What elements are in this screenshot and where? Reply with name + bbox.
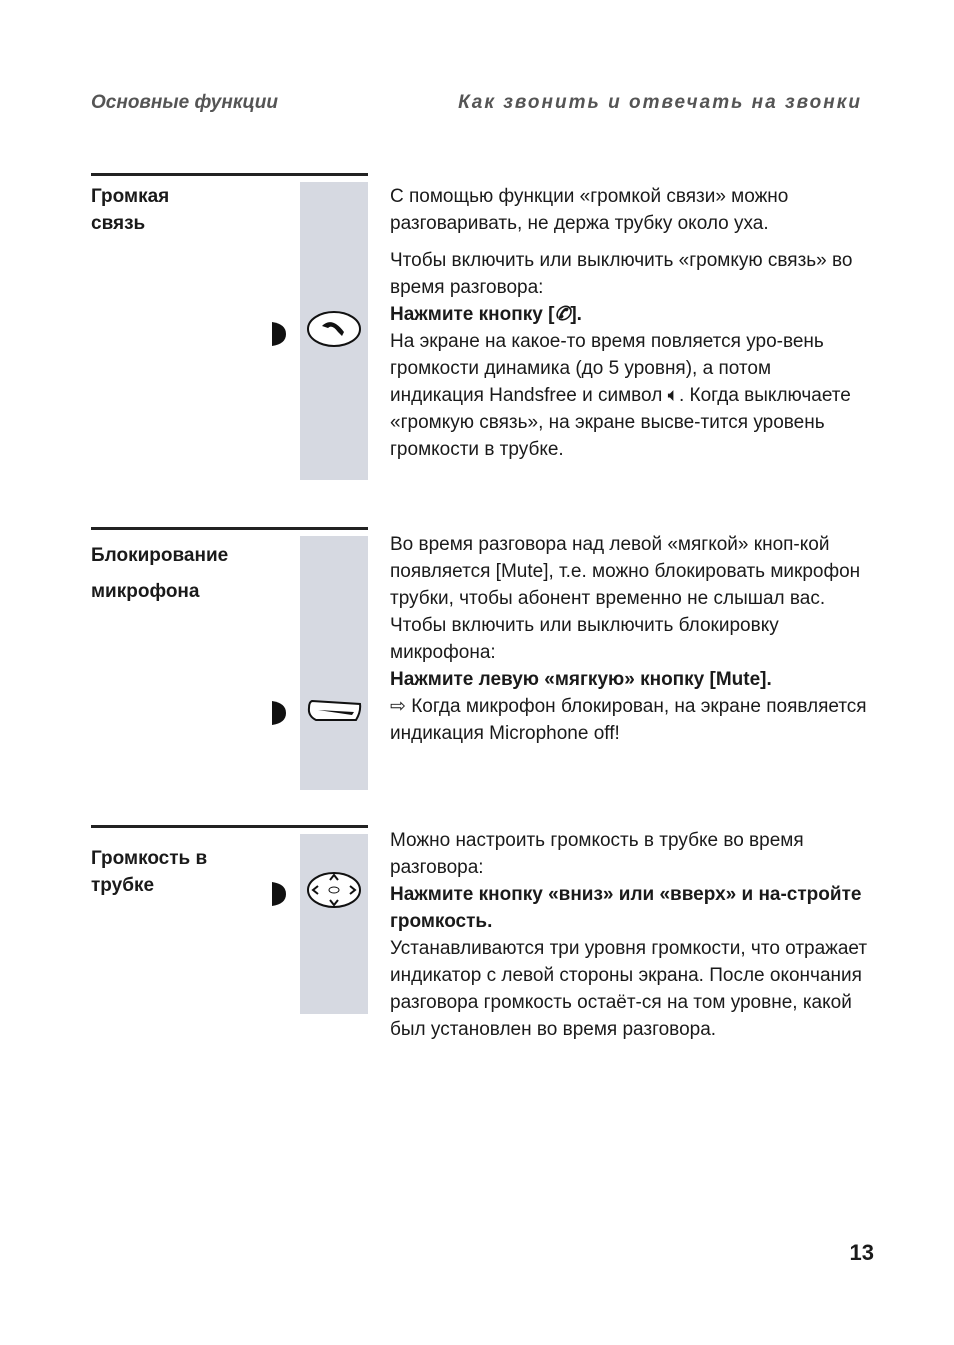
section-title bbox=[91, 845, 207, 899]
section-divider bbox=[91, 527, 368, 530]
title-line: Блокирование bbox=[91, 545, 229, 566]
action-text-end: ]. bbox=[570, 304, 582, 325]
action-instruction: Нажмите левую «мягкую» кнопку [Mute]. bbox=[390, 669, 772, 690]
note bbox=[390, 693, 870, 747]
paragraph: Устанавливаются три уровня громкости, что отражает индикатор с левой стороны экрана. После окончания разговора громкость остаёт-ся на том уровне, какой был установлен во время разговора. bbox=[390, 938, 868, 1040]
icon-panel bbox=[300, 834, 368, 1014]
title-line: микрофона bbox=[91, 581, 200, 602]
section-body bbox=[390, 183, 870, 463]
header-section-right: Как звонить и отвечать на звонки bbox=[458, 92, 862, 113]
step-bullet-icon bbox=[272, 701, 286, 725]
section-title bbox=[91, 183, 169, 237]
step-bullet-icon bbox=[272, 322, 286, 346]
paragraph: С помощью функции «громкой связи» можно разговаривать, не держа трубку около уха. bbox=[390, 186, 789, 234]
handset-icon: ✆ bbox=[554, 304, 571, 325]
action-instruction bbox=[390, 301, 870, 328]
page-number: 13 bbox=[849, 1240, 874, 1265]
title-line: Громкая bbox=[91, 186, 170, 207]
text: . Когда выключаете «громкую связь», на экране высве-тится уровень громкости в трубке. bbox=[390, 385, 851, 460]
call-key-icon bbox=[306, 310, 362, 348]
title-line: Громкость в bbox=[91, 848, 208, 869]
header-section-left: Основные функции bbox=[91, 92, 278, 113]
paragraph bbox=[390, 328, 870, 463]
section-title bbox=[91, 538, 228, 610]
speaker-icon: 🔈︎ bbox=[667, 385, 679, 406]
section-body bbox=[390, 531, 870, 747]
note-arrow-icon: ⇨ bbox=[390, 696, 412, 717]
text: На экране на какое-то время повляется уро-вень громкости динамика (до 5 уровня), а потом индикация Handsfree и символ bbox=[390, 331, 824, 406]
section-body bbox=[390, 827, 870, 1043]
section-divider bbox=[91, 825, 368, 828]
title-line: трубке bbox=[91, 875, 155, 896]
action-text: Нажмите кнопку [ bbox=[390, 304, 555, 325]
paragraph: Можно настроить громкость в трубке во время разговора: bbox=[390, 830, 804, 878]
step-bullet-icon bbox=[272, 882, 286, 906]
title-line: связь bbox=[91, 213, 146, 234]
note-text: Когда микрофон блокирован, на экране появляется индикация Microphone off! bbox=[390, 696, 867, 744]
left-soft-key-icon bbox=[306, 698, 362, 724]
paragraph: Чтобы включить или выключить блокировку микрофона: bbox=[390, 615, 779, 663]
action-instruction: Нажмите кнопку «вниз» или «вверх» и на-стройте громкость. bbox=[390, 884, 862, 932]
section-divider bbox=[91, 173, 368, 176]
paragraph: Во время разговора над левой «мягкой» кноп-кой появляется [Mute], т.е. можно блокировать микрофон трубки, чтобы абонент временно не слышал вас. bbox=[390, 534, 861, 609]
icon-panel bbox=[300, 536, 368, 790]
paragraph: Чтобы включить или выключить «громкую связь» во время разговора: bbox=[390, 250, 853, 298]
navigation-key-icon bbox=[306, 871, 362, 909]
